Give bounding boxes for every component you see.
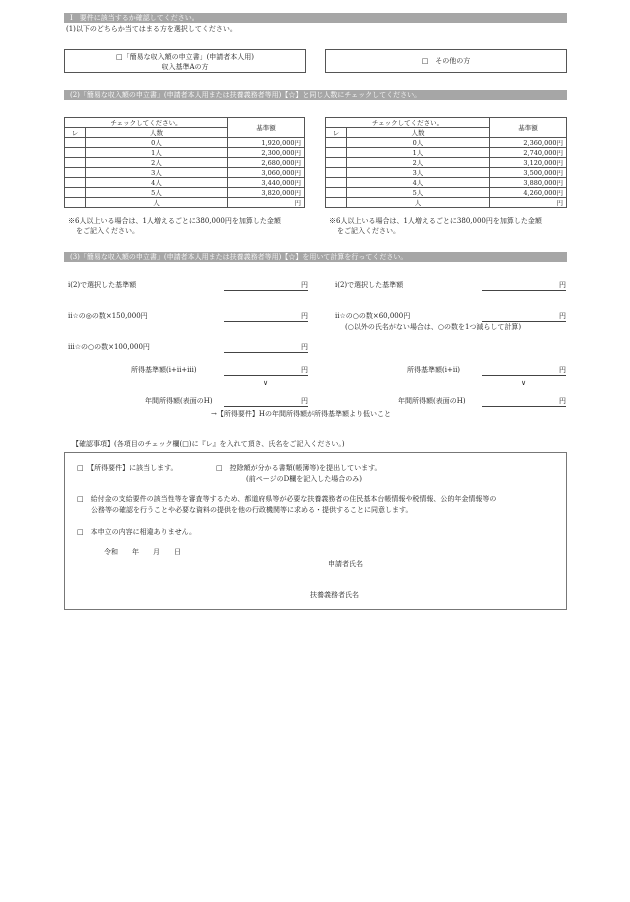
right-total-field[interactable] — [482, 365, 566, 376]
left-ii-label: ii☆の◎の数×150,000円 — [68, 312, 148, 320]
section3-bar: (3)「簡易な収入額の申立書」(申請者本人用または扶養義務者等用)【☆】を用いて計算を行ってください。 — [64, 252, 567, 262]
right-ii-note: (○以外の氏名がない場合は、○の数を1つ減らして計算) — [345, 323, 522, 331]
option-b-label: □ その他の方 — [421, 57, 471, 65]
table-row — [65, 158, 305, 168]
people-cell: 4人 — [86, 178, 228, 188]
left-iii-label: iii☆の○の数×100,000円 — [68, 343, 150, 351]
confirm-deduction-note: (前ページのD欄を記入した場合のみ) — [246, 475, 362, 483]
people-cell: 4人 — [347, 178, 490, 188]
amount-cell: 3,880,000円 — [490, 178, 567, 188]
people-cell: 3人 — [86, 168, 228, 178]
people-cell: 0人 — [86, 138, 228, 148]
left-annual-label: 年間所得額(表面のH) — [145, 397, 213, 405]
table-row — [326, 188, 567, 198]
section1-bar: Ⅰ 要件に該当するか確認してください。 — [64, 13, 567, 23]
table-row — [326, 158, 567, 168]
check-cell[interactable] — [326, 198, 347, 208]
applicant-name-label: 申請者氏名 — [328, 560, 363, 568]
right-annual-field[interactable] — [482, 396, 566, 407]
amount-cell: 3,060,000円 — [228, 168, 305, 178]
table-header-people: 人数 — [347, 128, 490, 138]
yen-label: 円 — [559, 312, 566, 320]
people-cell: 1人 — [347, 148, 490, 158]
people-cell: 0人 — [347, 138, 490, 148]
left-total-label: 所得基準額(i+ii+iii) — [131, 366, 197, 374]
table-header-mark: レ — [326, 128, 347, 138]
people-cell: 2人 — [347, 158, 490, 168]
table-row — [326, 138, 567, 148]
confirm-income-checkbox[interactable]: □ 【所得要件】に該当します。 — [77, 464, 178, 472]
amount-cell: 3,820,000円 — [228, 188, 305, 198]
amount-cell[interactable]: 円 — [228, 198, 305, 208]
section1-instruction: (1)以下のどちらか当てはまる方を選択してください。 — [66, 25, 237, 33]
right-ii-field[interactable] — [482, 311, 566, 322]
section2-bar: (2)「簡易な収入額の申立書」(申請者本人用または扶養義務者等用)【☆】と同じ人数にチェックしてください。 — [64, 90, 567, 100]
yen-label: 円 — [301, 366, 308, 374]
amount-cell: 2,360,000円 — [490, 138, 567, 148]
yen-label: 円 — [559, 397, 566, 405]
table-row — [326, 168, 567, 178]
check-cell[interactable] — [326, 188, 347, 198]
right-note — [329, 216, 542, 236]
check-cell[interactable] — [65, 198, 86, 208]
left-i-field[interactable] — [224, 280, 308, 291]
table-header-people: 人数 — [86, 128, 228, 138]
table-header-check: チェックしてください。 — [65, 118, 228, 128]
right-ii-label: ii☆の○の数×60,000円 — [335, 312, 411, 320]
yen-label: 円 — [301, 343, 308, 351]
table-row — [65, 168, 305, 178]
yen-label: 円 — [301, 397, 308, 405]
check-cell[interactable] — [326, 158, 347, 168]
yen-label: 円 — [559, 366, 566, 374]
right-i-label: i(2)で選択した基準額 — [335, 281, 404, 289]
amount-cell: 2,300,000円 — [228, 148, 305, 158]
check-cell[interactable] — [326, 148, 347, 158]
left-total-field[interactable] — [224, 365, 308, 376]
confirm-consent-checkbox[interactable]: □ 給付金の支給要件の該当性等を審査等するため、都道府県等が必要な扶養義務者の住民基本台帳情報や税情報、公的年金情報等の — [77, 495, 497, 503]
check-cell[interactable] — [65, 138, 86, 148]
left-i-label: i(2)で選択した基準額 — [68, 281, 137, 289]
option-b-box[interactable] — [325, 49, 567, 73]
check-cell[interactable] — [65, 178, 86, 188]
right-note-line2: をご記入ください。 — [337, 227, 400, 235]
left-criteria-table — [64, 117, 305, 208]
option-a-label-line1: □「簡易な収入額の申立書」(申請者本人用) — [115, 53, 255, 61]
option-a-box[interactable] — [64, 49, 306, 73]
date-field[interactable]: 令和 年 月 日 — [104, 548, 181, 556]
income-requirement-note: →【所得要件】Hの年間所得額が所得基準額より低いこと — [211, 410, 391, 418]
amount-cell: 3,500,000円 — [490, 168, 567, 178]
table-row — [65, 178, 305, 188]
people-cell: 5人 — [86, 188, 228, 198]
confirm-deduction-checkbox[interactable]: □ 控除額が分かる書類(帳簿等)を提出しています。 — [216, 464, 382, 472]
amount-cell[interactable]: 円 — [490, 198, 567, 208]
amount-cell: 4,260,000円 — [490, 188, 567, 198]
amount-cell: 3,120,000円 — [490, 158, 567, 168]
table-row — [326, 178, 567, 188]
confirm-truth-checkbox[interactable]: □ 本申立の内容に相違ありません。 — [77, 528, 197, 536]
people-cell: 3人 — [347, 168, 490, 178]
yen-label: 円 — [559, 281, 566, 289]
left-annual-field[interactable] — [224, 396, 308, 407]
right-total-label: 所得基準額(i+ii) — [407, 366, 461, 374]
table-row — [65, 198, 305, 208]
people-cell[interactable]: 人 — [347, 198, 490, 208]
confirm-consent-line2: 公務等の確認を行うことや必要な資料の提供を他の行政機関等に求める・提供することに同意します。 — [91, 506, 413, 514]
right-i-field[interactable] — [482, 280, 566, 291]
left-ii-field[interactable] — [224, 311, 308, 322]
table-header-amount: 基準額 — [228, 118, 305, 138]
left-iii-field[interactable] — [224, 342, 308, 353]
option-a-label-line2: 収入基準Aの方 — [161, 63, 209, 71]
left-compare-icon: ∨ — [263, 379, 269, 387]
yen-label: 円 — [301, 312, 308, 320]
table-row — [326, 198, 567, 208]
amount-cell: 3,440,000円 — [228, 178, 305, 188]
table-row — [65, 188, 305, 198]
people-cell[interactable]: 人 — [86, 198, 228, 208]
left-note-line2: をご記入ください。 — [76, 227, 139, 235]
check-cell[interactable] — [65, 168, 86, 178]
table-header-amount: 基準額 — [490, 118, 567, 138]
table-header-check: チェックしてください。 — [326, 118, 490, 128]
table-row — [65, 148, 305, 158]
amount-cell: 2,680,000円 — [228, 158, 305, 168]
check-cell[interactable] — [326, 138, 347, 148]
table-row — [326, 148, 567, 158]
people-cell: 5人 — [347, 188, 490, 198]
yen-label: 円 — [301, 281, 308, 289]
confirm-title: 【確認事項】(各項目のチェック欄(□)に『レ』を入れて頂き、氏名をご記入ください。) — [72, 440, 345, 448]
guardian-name-label: 扶養義務者氏名 — [310, 591, 359, 599]
check-cell[interactable] — [65, 148, 86, 158]
amount-cell: 2,740,000円 — [490, 148, 567, 158]
left-note-line1: ※6人以上いる場合は、1人増えるごとに380,000円を加算した金額 — [68, 217, 281, 225]
check-cell[interactable] — [65, 188, 86, 198]
check-cell[interactable] — [326, 168, 347, 178]
check-cell[interactable] — [65, 158, 86, 168]
left-note — [68, 216, 281, 236]
check-cell[interactable] — [326, 178, 347, 188]
right-annual-label: 年間所得額(表面のH) — [398, 397, 466, 405]
right-criteria-table — [325, 117, 567, 208]
right-note-line1: ※6人以上いる場合は、1人増えるごとに380,000円を加算した金額 — [329, 217, 542, 225]
people-cell: 2人 — [86, 158, 228, 168]
table-header-mark: レ — [65, 128, 86, 138]
right-compare-icon: ∨ — [521, 379, 527, 387]
table-row — [65, 138, 305, 148]
people-cell: 1人 — [86, 148, 228, 158]
amount-cell: 1,920,000円 — [228, 138, 305, 148]
